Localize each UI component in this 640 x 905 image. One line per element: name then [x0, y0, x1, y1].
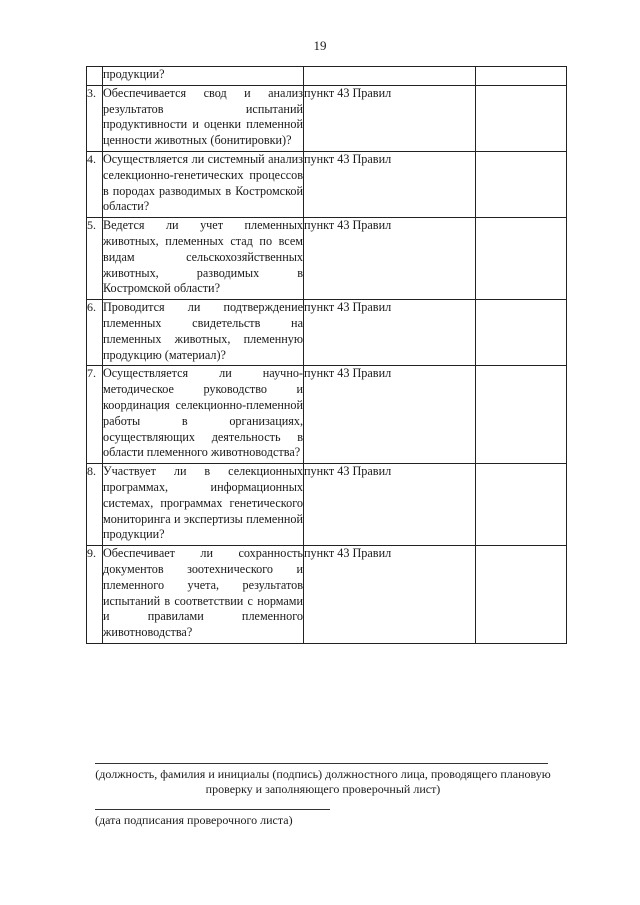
row-question: Обеспечивается свод и анализ результатов испытаний продуктивности и оценки племенной ценности животных (бонитировки)? — [103, 85, 304, 151]
signature-caption: (должность, фамилия и инициалы (подпись) должностного лица, проводящего плановую проверку и заполняющего проверочный лист) — [95, 767, 551, 796]
row-number: 4. — [87, 151, 103, 217]
table-row — [87, 85, 567, 151]
row-reference — [304, 67, 476, 86]
row-note — [476, 464, 567, 546]
table-row — [87, 151, 567, 217]
row-reference: пункт 43 Правил — [304, 218, 476, 300]
row-number: 8. — [87, 464, 103, 546]
date-caption: (дата подписания проверочного листа) — [95, 813, 293, 827]
row-note — [476, 67, 567, 86]
row-number: 3. — [87, 85, 103, 151]
row-number: 5. — [87, 218, 103, 300]
row-note — [476, 546, 567, 644]
checklist-table-body — [87, 67, 567, 644]
row-note — [476, 85, 567, 151]
row-reference: пункт 43 Правил — [304, 300, 476, 366]
table-row — [87, 300, 567, 366]
table-row — [87, 366, 567, 464]
row-question: Ведется ли учет племенных животных, племенных стад по всем видам сельскохозяйственных животных, разводимых в Костромской области? — [103, 218, 304, 300]
row-note — [476, 366, 567, 464]
row-note — [476, 218, 567, 300]
date-line — [95, 809, 330, 810]
row-question: Участвует ли в селекционных программах, информационных системах, программах генетического мониторинга и экспертизы племенной продукции? — [103, 464, 304, 546]
row-question: Проводится ли подтверждение племенных свидетельств на племенных животных, племенную продукцию (материал)? — [103, 300, 304, 366]
row-reference: пункт 43 Правил — [304, 464, 476, 546]
row-question: продукции? — [103, 67, 304, 86]
table-row — [87, 67, 567, 86]
table-row — [87, 218, 567, 300]
row-reference: пункт 43 Правил — [304, 366, 476, 464]
row-question: Осуществляется ли системный анализ селекционно-генетических процессов в породах разводимых в Костромской области? — [103, 151, 304, 217]
row-reference: пункт 43 Правил — [304, 151, 476, 217]
row-question: Осуществляется ли научно-методическое руководство и координация селекционно-племенной работы в организациях, осуществляющих деятельность в области племенного животноводства? — [103, 366, 304, 464]
row-number: 9. — [87, 546, 103, 644]
table-row — [87, 464, 567, 546]
row-reference: пункт 43 Правил — [304, 85, 476, 151]
row-note — [476, 300, 567, 366]
row-question: Обеспечивает ли сохранность документов зоотехнического и племенного учета, результатов испытаний в соответствии с нормами и правилами племенного животноводства? — [103, 546, 304, 644]
row-note — [476, 151, 567, 217]
page-number: 19 — [313, 38, 327, 53]
checklist-table — [86, 66, 567, 644]
row-number: 7. — [87, 366, 103, 464]
signature-line — [95, 763, 548, 764]
table-row — [87, 546, 567, 644]
row-number: 6. — [87, 300, 103, 366]
row-number — [87, 67, 103, 86]
row-reference: пункт 43 Правил — [304, 546, 476, 644]
